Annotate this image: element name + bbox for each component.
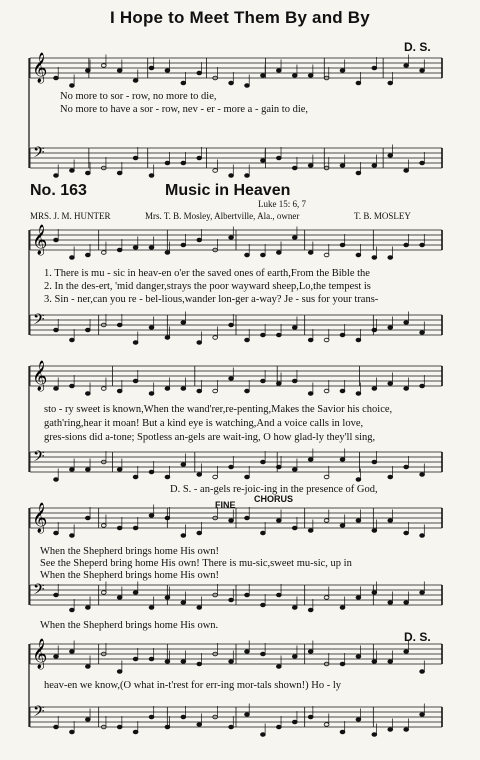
note	[245, 338, 250, 342]
note	[117, 596, 122, 600]
note	[245, 650, 250, 654]
note	[117, 468, 122, 472]
note	[229, 174, 234, 178]
note	[372, 591, 377, 595]
note	[54, 531, 59, 535]
note	[261, 652, 266, 656]
ds-label-2: D. S.	[404, 630, 431, 644]
note	[54, 174, 59, 178]
note	[292, 379, 297, 383]
note	[133, 341, 138, 345]
note	[213, 336, 218, 340]
composer-credit: T. B. MOSLEY	[354, 211, 411, 221]
hymn-number: No. 163	[30, 182, 87, 199]
note	[70, 169, 75, 173]
note	[245, 174, 250, 178]
note	[388, 728, 393, 732]
note	[54, 593, 59, 597]
note	[261, 253, 266, 257]
note	[213, 475, 218, 479]
note	[292, 236, 297, 240]
note	[165, 251, 170, 255]
note	[276, 519, 281, 523]
system-1-bass-clef-icon: 𝄢	[33, 144, 45, 165]
note	[245, 475, 250, 479]
system-3-treble-staff	[30, 366, 442, 386]
note	[324, 596, 329, 600]
chorus-line-2: See the Sheperd bring home His own! There is mu-sic,sweet mu-sic, up in	[40, 558, 352, 569]
verse-3-line-b: gres-sions did a-tone; Spotless an-gels are wait-ing, O how glad-ly they'll sing,	[44, 432, 376, 443]
note	[261, 159, 266, 163]
note	[404, 601, 409, 605]
note	[420, 69, 425, 73]
owner-credit: Mrs. T. B. Mosley, Albertville, Ala., owner	[145, 211, 300, 221]
system-3-treble-clef-icon: 𝄞	[32, 361, 48, 391]
note	[197, 606, 202, 610]
note	[181, 161, 186, 165]
note	[133, 379, 138, 383]
note	[197, 531, 202, 535]
note	[372, 66, 377, 70]
note	[276, 333, 281, 337]
note	[292, 720, 297, 724]
note	[85, 516, 90, 520]
note	[340, 164, 345, 168]
note	[70, 608, 75, 612]
system-4-bass-clef-icon: 𝄢	[33, 581, 45, 602]
system-3-bass-clef-icon: 𝄢	[33, 448, 45, 469]
note	[229, 236, 234, 240]
note	[324, 338, 329, 342]
note	[117, 670, 122, 674]
note	[276, 725, 281, 729]
note	[133, 730, 138, 734]
note	[308, 529, 313, 533]
author-credit: MRS. J. M. HUNTER	[30, 211, 111, 221]
note	[308, 164, 313, 168]
note	[117, 526, 122, 530]
note	[308, 251, 313, 255]
note	[340, 243, 345, 247]
note	[292, 326, 297, 330]
note	[420, 591, 425, 595]
note	[372, 733, 377, 737]
note	[420, 713, 425, 717]
note	[420, 331, 425, 335]
note	[133, 246, 138, 250]
final-lyric-line: heav-en we know,(O what in-t'rest for err-ing mor-tals shown!) Ho - ly	[44, 680, 342, 691]
note	[181, 534, 186, 538]
note	[292, 468, 297, 472]
note	[229, 323, 234, 327]
system-1-treble-clef-icon: 𝄞	[32, 53, 48, 83]
note	[229, 81, 234, 85]
note	[85, 718, 90, 722]
hymn1-lyric-line-2: No more to have a sor - row, nev - er - more a - gain to die,	[60, 104, 309, 115]
note	[324, 519, 329, 523]
note	[245, 593, 250, 597]
note	[149, 174, 154, 178]
note	[70, 338, 75, 342]
note	[340, 524, 345, 528]
note	[261, 74, 266, 78]
note	[261, 733, 266, 737]
note	[276, 665, 281, 669]
note	[165, 336, 170, 340]
note	[340, 333, 345, 337]
note	[404, 531, 409, 535]
note	[85, 468, 90, 472]
note	[181, 81, 186, 85]
note	[388, 601, 393, 605]
note	[101, 251, 106, 255]
note	[133, 591, 138, 595]
note	[197, 389, 202, 393]
note	[420, 534, 425, 538]
note	[165, 475, 170, 479]
system-5-bass-clef-icon: 𝄢	[33, 703, 45, 724]
note	[133, 475, 138, 479]
note	[229, 725, 234, 729]
note	[101, 64, 106, 68]
note	[229, 465, 234, 469]
note	[54, 655, 59, 659]
note	[85, 328, 90, 332]
hymn1-lyric-line-1: No more to sor - row, no more to die,	[60, 91, 217, 102]
ds-lyric-line: D. S. - an-gels re-joic-ing in the presence of God,	[170, 484, 378, 495]
note	[308, 650, 313, 654]
note	[388, 519, 393, 523]
note	[372, 660, 377, 664]
note	[356, 171, 361, 175]
note	[149, 246, 154, 250]
note	[149, 657, 154, 661]
system-1-bass-staff	[30, 148, 442, 168]
ds-label-1: D. S.	[404, 40, 431, 54]
note	[85, 392, 90, 396]
note	[117, 389, 122, 393]
note	[388, 256, 393, 260]
note	[149, 715, 154, 719]
note	[276, 69, 281, 73]
note	[356, 253, 361, 257]
note	[372, 529, 377, 533]
verse-2-line-b: gath'ring,hear it moan! But a kind eye is watching,And a voice calls in love,	[44, 418, 364, 429]
note	[54, 478, 59, 482]
system-4-treble-clef-icon: 𝄞	[32, 503, 48, 533]
hymn-title: I Hope to Meet Them By and By	[110, 8, 370, 27]
note	[85, 606, 90, 610]
note	[404, 465, 409, 469]
note	[356, 81, 361, 85]
note	[213, 389, 218, 393]
note	[117, 725, 122, 729]
note	[356, 338, 361, 342]
note	[197, 156, 202, 160]
note	[388, 475, 393, 479]
note	[245, 84, 250, 88]
note	[149, 470, 154, 474]
note	[213, 169, 218, 173]
note	[340, 662, 345, 666]
note	[276, 593, 281, 597]
note	[245, 253, 250, 257]
system-2-treble-clef-icon: 𝄞	[32, 225, 48, 255]
note	[340, 389, 345, 393]
note	[388, 660, 393, 664]
note	[149, 66, 154, 70]
note	[85, 69, 90, 73]
hymn2-title: Music in Heaven	[165, 182, 291, 199]
chorus-marking: CHORUS	[254, 494, 294, 504]
note	[292, 526, 297, 530]
note	[70, 256, 75, 260]
note	[261, 531, 266, 535]
note	[276, 156, 281, 160]
note	[245, 713, 250, 717]
note	[404, 650, 409, 654]
note	[420, 161, 425, 165]
note	[117, 323, 122, 327]
note	[245, 389, 250, 393]
note	[54, 328, 59, 332]
note	[372, 387, 377, 391]
note	[70, 84, 75, 88]
note	[85, 253, 90, 257]
note	[324, 389, 329, 393]
note	[292, 655, 297, 659]
note	[324, 723, 329, 727]
note	[245, 516, 250, 520]
note	[308, 458, 313, 462]
note	[229, 660, 234, 664]
note	[388, 382, 393, 386]
note	[340, 458, 345, 462]
system-2-bass-clef-icon: 𝄢	[33, 311, 45, 332]
note	[197, 662, 202, 666]
note	[308, 74, 313, 78]
note	[149, 514, 154, 518]
note	[229, 598, 234, 602]
note	[101, 387, 106, 391]
note	[372, 164, 377, 168]
note	[356, 655, 361, 659]
note	[292, 606, 297, 610]
note	[133, 526, 138, 530]
note	[372, 460, 377, 464]
note	[356, 596, 361, 600]
note	[308, 608, 313, 612]
note	[117, 248, 122, 252]
note	[165, 387, 170, 391]
note	[420, 473, 425, 477]
note	[54, 387, 59, 391]
note	[133, 156, 138, 160]
note	[197, 238, 202, 242]
note	[388, 326, 393, 330]
note	[197, 71, 202, 75]
note	[229, 377, 234, 381]
note	[292, 74, 297, 78]
note	[133, 79, 138, 83]
note	[165, 161, 170, 165]
note	[54, 725, 59, 729]
note	[388, 154, 393, 158]
note	[372, 328, 377, 332]
note	[197, 723, 202, 727]
note	[324, 253, 329, 257]
note	[340, 69, 345, 73]
note	[308, 392, 313, 396]
note	[261, 460, 266, 464]
note	[420, 243, 425, 247]
note	[372, 256, 377, 260]
note	[197, 473, 202, 477]
note	[181, 387, 186, 391]
note	[404, 728, 409, 732]
note	[181, 715, 186, 719]
note	[324, 475, 329, 479]
note	[70, 534, 75, 538]
note	[420, 670, 425, 674]
system-3-bass-staff	[30, 452, 442, 472]
note	[420, 384, 425, 388]
note	[229, 519, 234, 523]
note	[308, 715, 313, 719]
note	[388, 81, 393, 85]
note	[181, 463, 186, 467]
note	[101, 591, 106, 595]
note	[404, 169, 409, 173]
note	[181, 601, 186, 605]
system-5-treble-clef-icon: 𝄞	[32, 639, 48, 669]
note	[85, 665, 90, 669]
note	[340, 606, 345, 610]
note	[181, 243, 186, 247]
note	[165, 69, 170, 73]
note	[261, 379, 266, 383]
note	[133, 657, 138, 661]
note	[261, 333, 266, 337]
note	[292, 166, 297, 170]
note	[181, 321, 186, 325]
verse-2-line-a: 2. In the des-ert, 'mid danger,strays the poor wayward sheep,Lo,the tempest is	[44, 281, 371, 292]
note	[404, 243, 409, 247]
note	[404, 321, 409, 325]
note	[149, 606, 154, 610]
note	[149, 326, 154, 330]
note	[308, 338, 313, 342]
note	[356, 519, 361, 523]
fine-marking: FINE	[215, 500, 236, 510]
note	[181, 660, 186, 664]
chorus-line-1: When the Shepherd brings home His own!	[40, 546, 220, 557]
note	[149, 392, 154, 396]
system-1-treble-staff	[30, 58, 442, 78]
note	[356, 718, 361, 722]
note	[276, 251, 281, 255]
note	[85, 171, 90, 175]
note	[70, 468, 75, 472]
note	[117, 69, 122, 73]
note	[261, 603, 266, 607]
verse-1-line-a: 1. There is mu - sic in heav-en o'er the saved ones of earth,From the Bible the	[44, 268, 370, 279]
note	[117, 171, 122, 175]
note	[54, 76, 59, 80]
note	[356, 392, 361, 396]
note	[404, 64, 409, 68]
scripture-reference: Luke 15: 6, 7	[258, 199, 306, 209]
verse-1-line-b: sto - ry sweet is known,When the wand'rer,re-penting,Makes the Savior his choice,	[44, 404, 393, 415]
chorus-line-after: When the Shepherd brings home His own.	[40, 620, 219, 631]
note	[70, 730, 75, 734]
note	[340, 730, 345, 734]
chorus-line-3: When the Shepherd brings home His own!	[40, 570, 220, 581]
note	[54, 238, 59, 242]
note	[356, 478, 361, 482]
note	[404, 387, 409, 391]
note	[70, 650, 75, 654]
note	[101, 524, 106, 528]
note	[197, 341, 202, 345]
note	[70, 384, 75, 388]
verse-3-line-a: 3. Sin - ner,can you re - bel-lious,wander lon-ger a-way? Je - sus for your trans-	[44, 294, 379, 305]
